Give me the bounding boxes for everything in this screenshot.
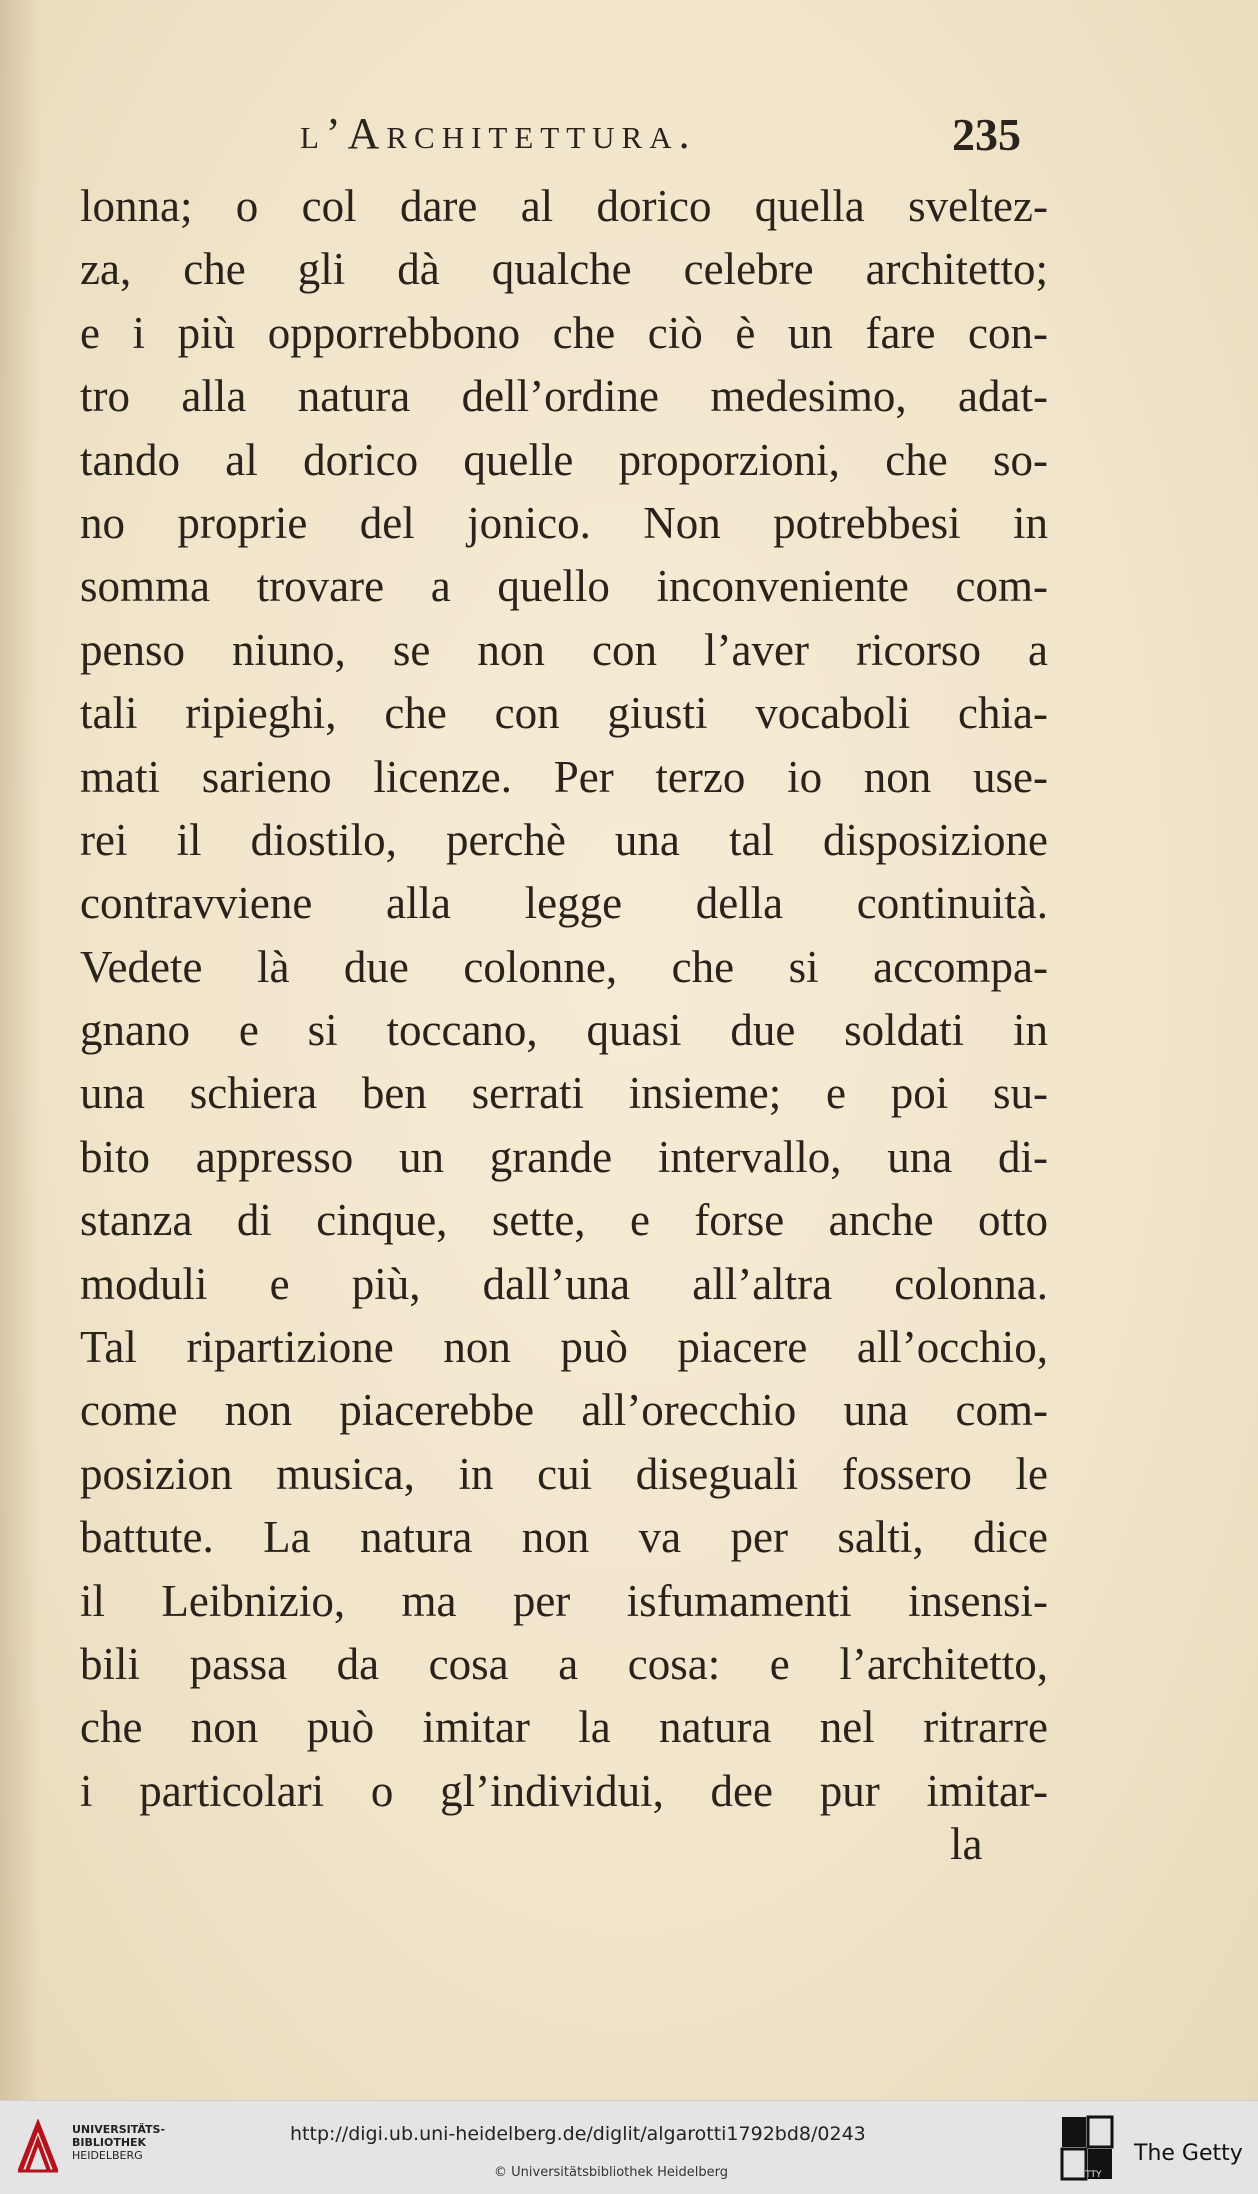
text-line: una schiera ben serrati insieme; e poi su- [80, 1068, 1048, 1119]
running-title: l’Architettura. [300, 109, 697, 158]
text-line: come non piacerebbe all’orecchio una com- [80, 1385, 1048, 1436]
text-line: bili passa da cosa a cosa: e l’architetto, [80, 1638, 1048, 1689]
text-line: tali ripieghi, che con giusti vocaboli chia- [80, 688, 1048, 739]
text-line: penso niuno, se non con l’aver ricorso a [80, 624, 1048, 675]
text-line: il Leibnizio, ma per isfumamenti insensi- [80, 1575, 1048, 1626]
text-line: za, che gli dà qualche celebre architetto; [80, 244, 1048, 295]
text-line: tando al dorico quelle proporzioni, che so- [80, 434, 1048, 485]
text-line: tro alla natura dell’ordine medesimo, adat- [80, 371, 1048, 422]
page-number: 235 [952, 109, 1021, 160]
text-line: somma trovare a quello inconveniente com- [80, 561, 1048, 612]
text-line: rei il diostilo, perchè una tal disposizione [80, 814, 1048, 865]
footer-bar [0, 2100, 1258, 2194]
text-line: posizion musica, in cui diseguali fossero le [80, 1448, 1048, 1499]
text-line: moduli e più, dall’una all’altra colonna. [80, 1258, 1048, 1309]
copyright-notice: © Universitätsbibliothek Heidelberg [494, 2165, 729, 2180]
permalink-url[interactable]: http://digi.ub.uni-heidelberg.de/diglit/algarotti1792bd8/0243 [290, 2123, 866, 2145]
text-line: no proprie del jonico. Non potrebbesi in [80, 497, 1048, 548]
text-line: Tal ripartizione non può piacere all’occhio, [80, 1322, 1048, 1373]
getty-logo-text: GETTY [1072, 2170, 1102, 2180]
getty-name: The Getty [1134, 2141, 1243, 2166]
text-line: lonna; o col dare al dorico quella sveltez- [80, 181, 1048, 231]
spine-shadow [0, 0, 40, 2100]
library-name-line: BIBLIOTHEK [72, 2136, 147, 2149]
text-line: e i più opporrebbono che ciò è un fare con- [80, 307, 1048, 358]
university-library-name [72, 2123, 165, 2162]
text-line: Vedete là due colonne, che si accompa- [80, 941, 1048, 992]
text-line: mati sarieno licenze. Per terzo io non use- [80, 751, 1048, 802]
body-text [80, 175, 1048, 1823]
text-line: che non può imitar la natura nel ritrarre [80, 1702, 1048, 1753]
getty-logo-icon[interactable] [1060, 2115, 1114, 2181]
text-line: i particolari o gl’individui, dee pur imitar- [80, 1765, 1048, 1816]
text-line: gnano e si toccano, quasi due soldati in [80, 1005, 1048, 1056]
catchword: la [950, 1819, 983, 1869]
text-line: contravviene alla legge della continuità. [80, 878, 1048, 929]
text-line: bito appresso un grande intervallo, una di- [80, 1131, 1048, 1182]
running-head [0, 108, 1258, 168]
library-name-line: UNIVERSITÄTS- [72, 2123, 166, 2136]
university-library-logo-icon[interactable] [14, 2119, 62, 2177]
library-name-line: HEIDELBERG [72, 2149, 143, 2162]
text-line: battute. La natura non va per salti, dice [80, 1512, 1048, 1563]
text-line: stanza di cinque, sette, e forse anche otto [80, 1195, 1048, 1246]
